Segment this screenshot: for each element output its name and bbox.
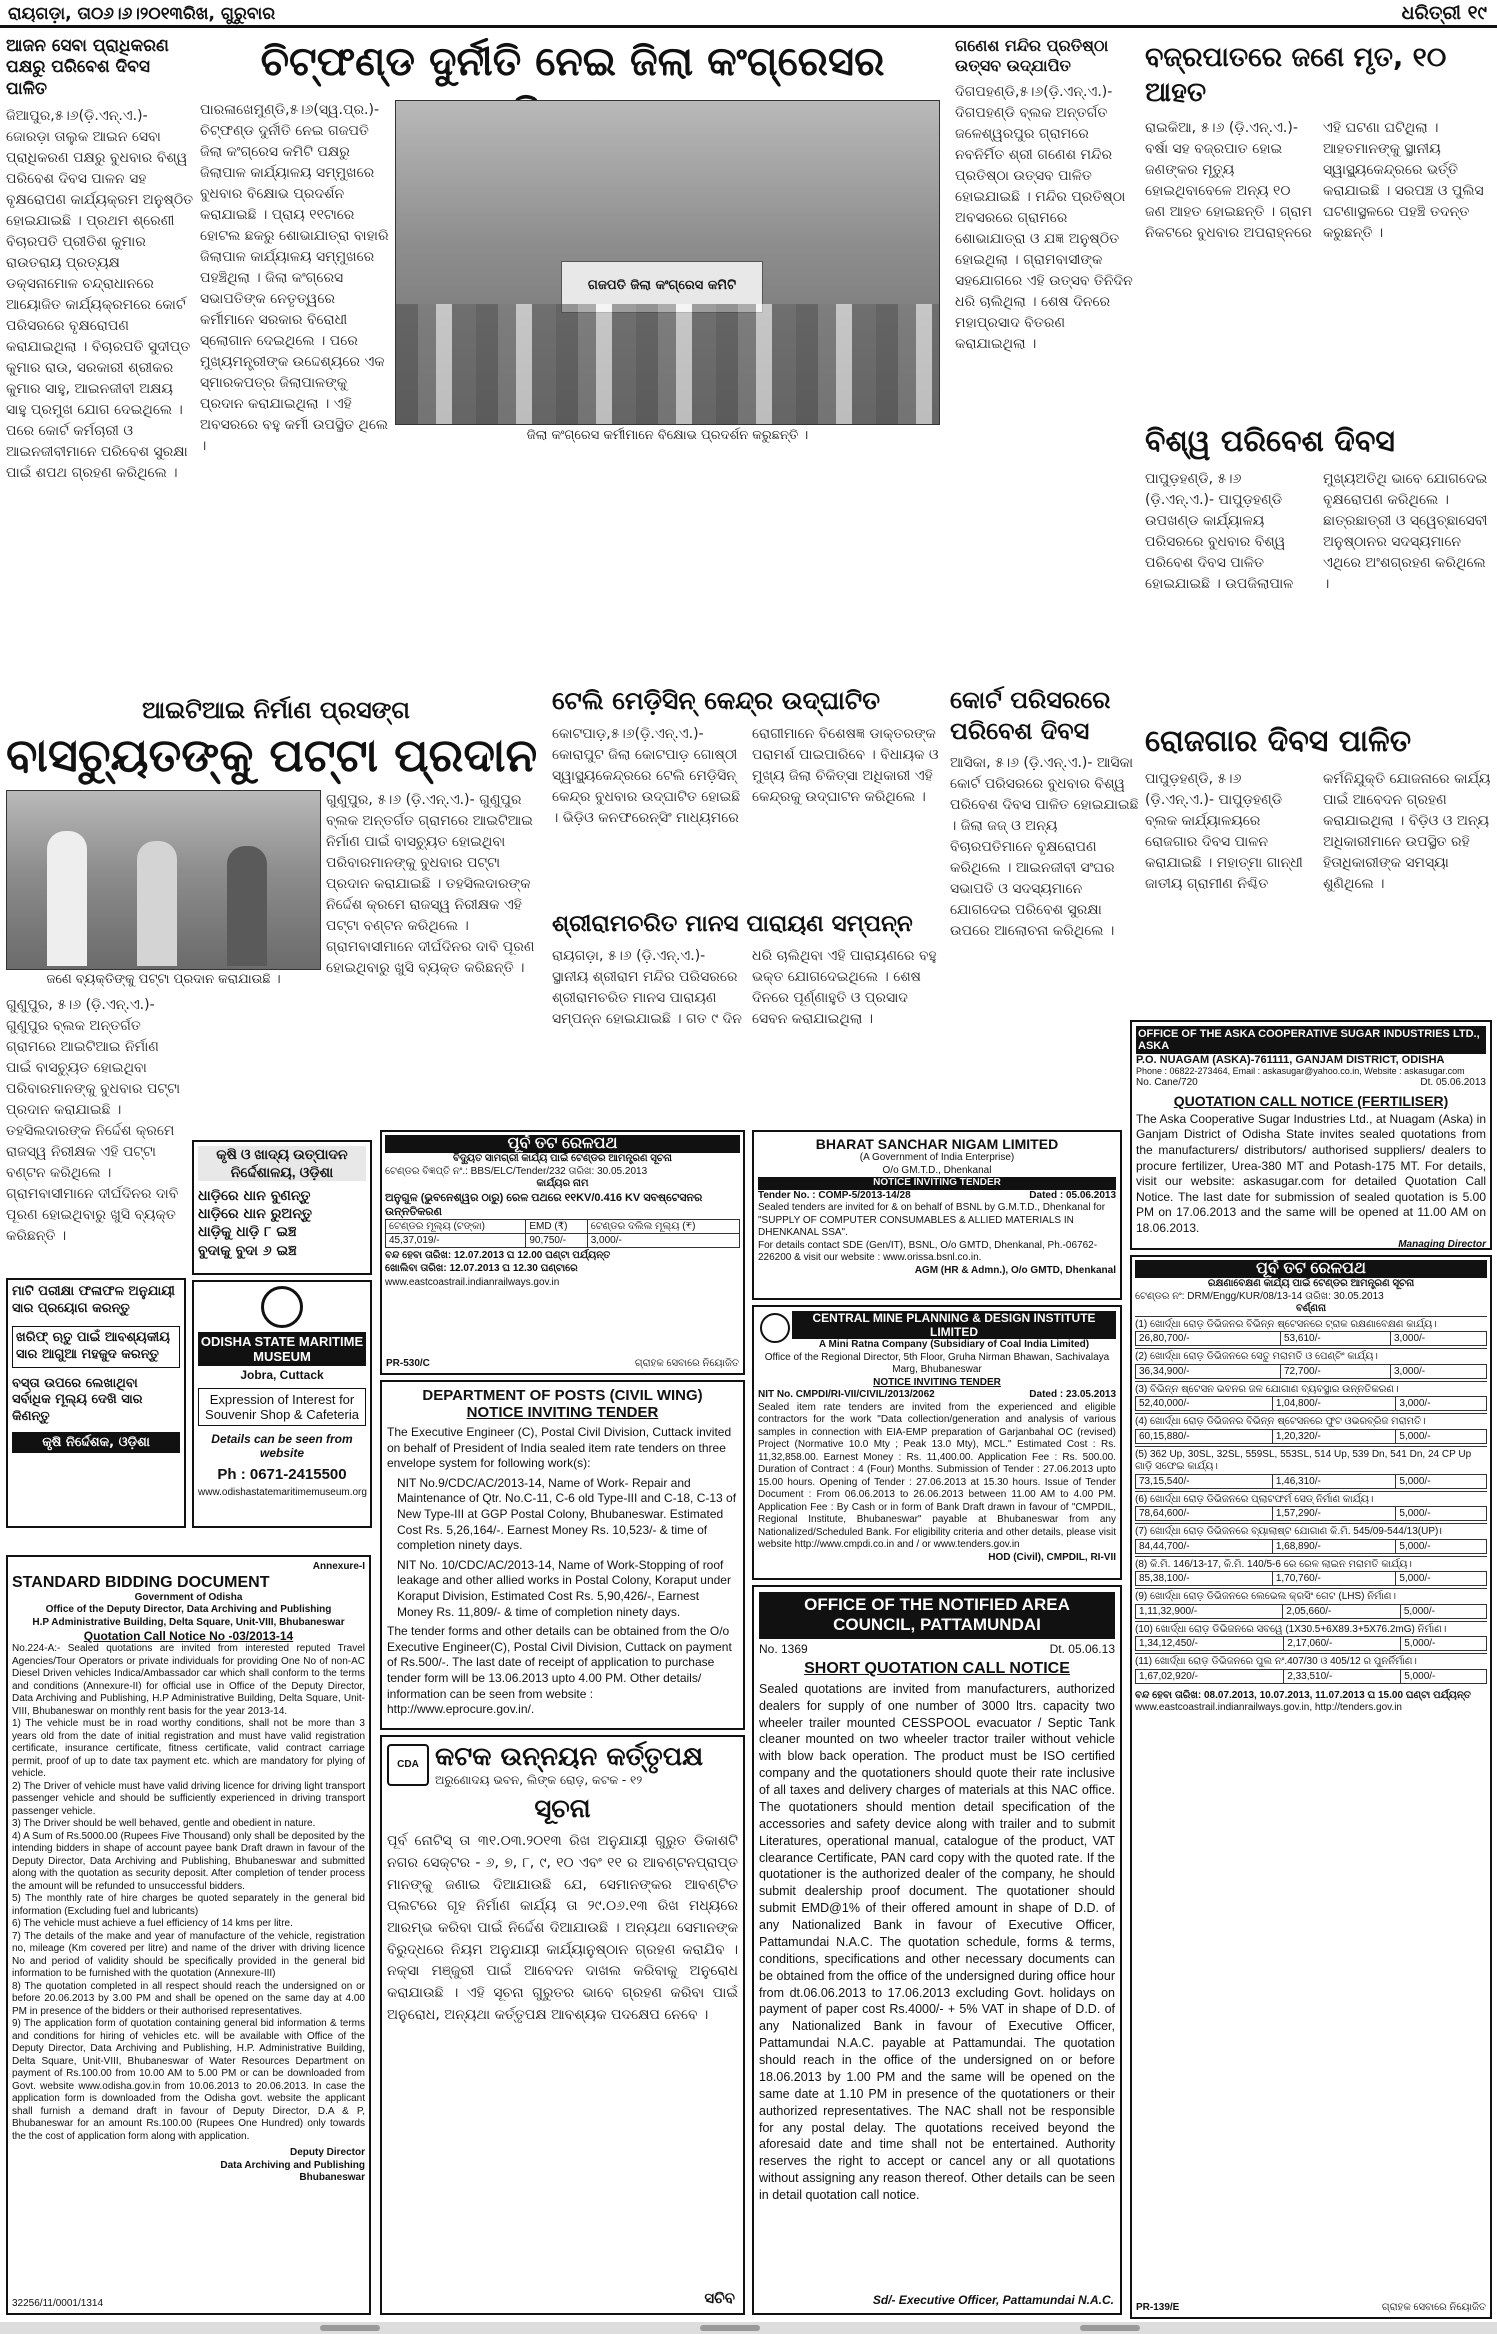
story-body: ପାପୁଡ଼ହଣ୍ଡି, ୫।୬ (ଡ଼ି.ଏନ୍.ଏ.)- ପାପୁଡ଼ହଣ୍ଡି ବ୍ଲକ କାର୍ଯ୍ୟାଳୟରେ ରୋଜଗାର ଦିବସ ପାଳନ କରାଯାଇଛି । ମହାତ୍ମା ଗାନ୍ଧୀ ଜାତୀୟ ଗ୍ରାମୀଣ ନିଶ୍ଚିତ କର୍ମନିଯୁକ୍ତି ଯୋଜନାରେ କାର୍ଯ୍ୟ ପାଇଁ ଆବେଦନ ଗ୍ରହଣ କରାଯାଇଥିଲା । ବିଡ଼ିଓ ଓ ଅନ୍ୟ ଅଧିକାରୀମାନେ ଉପସ୍ଥିତ ରହି ହିତାଧିକାରୀଙ୍କ ସମସ୍ୟା ଶୁଣିଥିଲେ । — [1145, 771, 1491, 892]
ad-signatory: Managing Director — [1398, 1238, 1486, 1250]
col-head: ଟେଣ୍ଡର ଦଲିଲ ମୂଲ୍ୟ (₹) — [587, 1220, 739, 1234]
story-headline: ଆଜନ ସେବା ପ୍ରାଧିକରଣ ପକ୍ଷରୁ ପରିବେଶ ଦିବସ ପାଳିତ — [6, 36, 169, 99]
ad-item: NIT No.9/CDC/AC/2013-14, Name of Work- Repair and Maintenance of Qtr. No.C-11, C-6 old Type-III and C-18, C-13 of New Type-III at GGP Postal Colony, Bhubaneswar. Estimated Cost Rs. 5,26,164/-. Earnest Money Rs. 10,523/- & time of completion ninety days. — [397, 1475, 737, 1553]
ad-ref-no: No. Cane/720 — [1136, 1077, 1198, 1089]
ad-address: ଅରୁଣୋଦୟ ଭବନ, ଲିଙ୍କ ରୋଡ଼, କଟକ - ୧୨ — [435, 1773, 643, 1788]
cell: 3,000/- — [1390, 1364, 1486, 1378]
ad-title: STANDARD BIDDING DOCUMENT — [12, 1573, 270, 1591]
ad-item-costs — [1135, 1331, 1487, 1346]
ad-title: କୃଷି ଓ ଖାଦ୍ୟ ଉତ୍ପାଦନ ନିର୍ଦ୍ଦେଶାଳୟ, ଓଡ଼ିଶା — [198, 1146, 366, 1181]
story-body: ଜିଆପୁର,୫।୬(ଡ଼ି.ଏନ୍.ଏ.)- ଜୋରଡ଼ା ତାଲୁକ ଆଇନ ସେବା ପ୍ରାଧିକରଣ ପକ୍ଷରୁ ବୁଧବାର ବିଶ୍ୱ ପରିବେଶ ଦିବସ ପାଳନ ସହ ବୃକ୍ଷରୋପଣ କାର୍ଯ୍ୟକ୍ରମ ଅନୁଷ୍ଠିତ ହୋଇଯାଇଛି । ପ୍ରଥମ ଶ୍ରେଣୀ ବିଚାରପତି ପ୍ରୀତିଶ କୁମାର ରାଉତରାୟ ପ୍ରତ୍ୟକ୍ଷ ଡକ୍ସନାମୋଳ ଚନ୍ଦ୍ରାଧାନରେ ଆୟୋଜିତ କାର୍ଯ୍ୟକ୍ରମରେ କୋର୍ଟ ପରିସରରେ ବୃକ୍ଷରୋପଣ କରାଯାଇଥିଲା । ବିଚାରପତି ସୁଦୀପ୍ତ କୁମାର ରାଉ, ସରକାରୀ ଶ୍ରୀକର କୁମାର ସାହୁ, ଆଇନଜୀବୀ ଅକ୍ଷୟ ସାହୁ ପ୍ରମୁଖ ଯୋଗ ଦେଇଥିଲେ । ପରେ କୋର୍ଟ କର୍ମଚାରୀ ଓ ଆଇନଜୀବୀମାନେ ପରିବେଶ ସୁରକ୍ଷା ପାଇଁ ଶପଥ ଗ୍ରହଣ କରିଥିଲେ । — [6, 107, 194, 481]
ad-item-desc: (7) ଖୋର୍ଦ୍ଧା ରୋଡ଼ ଡିଭିଜନରେ ବ୍ୟାଲାଷ୍ଟ ଯୋଗାଣ କି.ମି. 545/09-544/13(UP)। — [1135, 1526, 1443, 1537]
story-body-col-1: ଗୁଣୁପୁର, ୫।୬ (ଡ଼ି.ଏନ୍.ଏ.)- ଗୁଣୁପୁର ବ୍ଲକ ଅନ୍ତର୍ଗତ ଗ୍ରାମରେ ଆଇଟିଆଇ ନିର୍ମାଣ ପାଇଁ ବାସଚ୍ୟୁତ ହୋଇଥିବା ପରିବାରମାନଙ୍କୁ ବୁଧବାର ପଟ୍ଟା ପ୍ରଦାନ କରାଯାଇଛି । ତହସିଲଦାରଙ୍କ ନିର୍ଦ୍ଦେଶ କ୍ରମେ ରାଜସ୍ୱ ନିରୀକ୍ଷକ ଏହି ପଟ୍ଟା ବଣ୍ଟନ କରିଥିଲେ । ଗ୍ରାମବାସୀମାନେ ଦୀର୍ଘଦିନର ଦାବି ପୂରଣ ହୋଇଥିବାରୁ ଖୁସି ବ୍ୟକ୍ତ କରିଛନ୍ତି । — [326, 792, 535, 976]
story-body: ପାପୁଡ଼ହଣ୍ଡି, ୫।୬ (ଡ଼ି.ଏନ୍.ଏ.)- ପାପୁଡ଼ହଣ୍ଡି ଉପଖଣ୍ଡ କାର୍ଯ୍ୟାଳୟ ପରିସରରେ ବୁଧବାର ବିଶ୍ୱ ପରିବେଶ ଦିବସ ପାଳିତ ହୋଇଯାଇଛି । ଉପଜିଲାପାଳ ମୁଖ୍ୟଅତିଥି ଭାବେ ଯୋଗଦେଇ ବୃକ୍ଷରୋପଣ କରିଥିଲେ । ଛାତ୍ରଛାତ୍ରୀ ଓ ସ୍ୱେଚ୍ଛାସେବୀ ଅନୁଷ୍ଠାନର ସଦସ୍ୟମାନେ ଏଥିରେ ଅଂଶଗ୍ରହଣ କରିଥିଲେ । — [1145, 471, 1488, 592]
ad-item — [1135, 1413, 1487, 1446]
ad-point: 1) The vehicle must be in road worthy conditions, shall not be more than 3 years old from the date of initial registration and must have valid registration certificate, insurance certificate, fitness certificate, valid contract carriage permit, proof of up to date tax payment etc. which are mandatory for plying of vehicle. — [12, 1718, 365, 1779]
ad-item-costs — [1135, 1539, 1487, 1554]
ad-item-desc: (9) ଖୋର୍ଦ୍ଧା ରୋଡ଼ ଡିଭିଜନରେ ଲେଭେଲ କ୍ରସିଂ ଗେଟ (LHS) ନିର୍ମାଣ। — [1135, 1591, 1396, 1602]
ad-items-list — [1135, 1316, 1487, 1686]
ad-table-head: ବର୍ଣ୍ଣନା — [1296, 1303, 1326, 1314]
ad-item-costs — [1135, 1571, 1487, 1586]
ad-tender-no: Tender No. : COMP-5/2013-14/28 — [758, 1189, 911, 1201]
ad-item-desc: (6) ଖୋର୍ଦ୍ଧା ରୋଡ଼ ଡିଭିଜନରେ ପ୍ଲାଟଫର୍ମ ସେଡ୍ ନିର୍ମାଣ କାର୍ଯ୍ୟ। — [1135, 1493, 1374, 1505]
ad-item-costs — [1135, 1364, 1487, 1379]
ad-east-coast-railway-2 — [1130, 1255, 1492, 2319]
ad-code: 32256/11/0001/1314 — [12, 2297, 104, 2309]
banner-text: ଗଜପତି ଜିଲା କଂଗ୍ରେସ କମିଟି — [587, 278, 737, 293]
ad-office: O/o GM.T.D., Dhenkanal — [882, 1164, 992, 1176]
ad-title: DEPARTMENT OF POSTS (CIVIL WING) — [422, 1387, 703, 1404]
ad-notice: Quotation Call Notice No -03/2013-14 — [83, 1629, 294, 1643]
story-headline: କୋର୍ଟ ପରିସରରେ ପରିବେଶ ଦିବସ — [950, 686, 1111, 746]
story-body: ଆସିକା, ୫।୬ (ଡ଼ି.ଏନ୍.ଏ.)- ଆସିକା କୋର୍ଟ ପରିସରରେ ବୁଧବାର ବିଶ୍ୱ ପରିବେଶ ଦିବସ ପାଳିତ ହୋଇଯାଇଛି । ଜିଲା ଜଜ୍ ଓ ଅନ୍ୟ ବିଚାରପତିମାନେ ବୃକ୍ଷରୋପଣ କରିଥିଲେ । ଆଇନଜୀବୀ ସଂଘର ସଭାପତି ଓ ସଦସ୍ୟମାନେ ଯୋଗଦେଇ ପରିବେଶ ସୁରକ୍ଷା ଉପରେ ଆଲୋଚନା କରିଥିଲେ । — [950, 755, 1139, 940]
museum-eoi: Expression of Interest for Souvenir Shop & Cafeteria — [198, 1388, 366, 1426]
cell: 5,000/- — [1401, 1669, 1487, 1683]
ad-notice: QUOTATION CALL NOTICE (FERTILISER) — [1173, 1092, 1449, 1109]
ad-nit-no: NIT No. CMPDI/RI-VII/CIVIL/2013/2062 — [758, 1389, 935, 1400]
cell: 5,000/- — [1396, 1507, 1487, 1521]
ad-point: 4) A Sum of Rs.5000.00 (Rupees Five Thousand) only shall be deposited by the intending bidders in shape of account payee bank Draft drawn in favour of the Deputy Director, Data Archiving and Publishing, Bhubaneswar and submitted along with the quotation as security deposit. After completion of tender process the amount will be refunded to unsuccessful bidders. — [12, 1830, 365, 1892]
cell: 1,04,800/- — [1272, 1397, 1396, 1411]
story-chitfund-body — [200, 100, 390, 690]
ad-subtitle: ରକ୍ଷଣାବେକ୍ଷଣ କାର୍ଯ୍ୟ ପାଇଁ ଟେଣ୍ଡର ଆମନ୍ତ୍ରଣ ସୂଚନା — [1207, 1278, 1415, 1289]
ad-date: Dt. 05.06.13 — [1049, 1641, 1115, 1656]
ad-item-desc: (8) କି.ମି. 146/13-17, କି.ମି. 140/5-6 ରେ ରେଳ ଲାଇନ ମରାମତି କାର୍ଯ୍ୟ। — [1135, 1558, 1412, 1570]
ad-ref-row — [758, 1389, 1116, 1402]
ad-item-costs — [1135, 1604, 1487, 1619]
cell: 5,000/- — [1396, 1572, 1487, 1586]
ad-item — [1135, 1348, 1487, 1381]
ad-ref-no: No. 1369 — [759, 1641, 808, 1656]
ad-item — [1135, 1523, 1487, 1556]
ad-point: 8) The quotation completed in all respect should reach the undersigned on or before 20.06.2013 by 3.00 PM and shall be opened on the same day at 4.00 PM in presence of the bidders or their authorised representatives. — [12, 1980, 365, 2017]
story-ramcharit — [552, 910, 942, 1120]
cell: 1,68,890/- — [1272, 1539, 1396, 1553]
ad-soil-test: ମାଟି ପରୀକ୍ଷା ଫଳାଫଳ ଅନୁଯାୟୀ ସାର ପ୍ରୟୋଗ କରନ୍ତୁ — [12, 1284, 175, 1316]
ad-item — [1135, 1621, 1487, 1654]
cell: 5,000/- — [1396, 1474, 1487, 1488]
person-shape — [137, 841, 177, 966]
ad-item-desc: (10) ଖୋର୍ଦ୍ଧା ରୋଡ଼ ଡିଭିଜନରେ ସବୱେ (1X30.5+6X89.3+5X76.2mG) ନିର୍ମାଣ। — [1135, 1623, 1447, 1635]
ad-item — [1135, 1446, 1487, 1491]
ad-standard-bidding — [6, 1555, 371, 2315]
ad-date: Dated : 23.05.2013 — [1029, 1389, 1116, 1400]
ad-work-head: କାର୍ଯ୍ୟର ନାମ — [536, 1178, 589, 1189]
story-body: ରାୟଗଡ଼ା, ୫।୬ (ଡ଼ି.ଏନ୍.ଏ.)- ସ୍ଥାନୀୟ ଶ୍ରୀରାମ ମନ୍ଦିର ପରିସରରେ ଶ୍ରୀରାମଚରିତ ମାନସ ପାରାୟଣ ସମ୍ପନ୍ନ ହୋଇଯାଇଛି । ଗତ ୯ ଦିନ ଧରି ଚାଲିଥିବା ଏହି ପାରାୟଣରେ ବହୁ ଭକ୍ତ ଯୋଗଦେଇଥିଲେ । ଶେଷ ଦିନରେ ପୂର୍ଣ୍ଣାହୁତି ଓ ପ୍ରସାଦ ସେବନ କରାଯାଇଥିଲା । — [552, 947, 937, 1027]
cell: 52,40,000/- — [1136, 1397, 1273, 1411]
ad-bsnl — [752, 1130, 1122, 1300]
ad-website-link[interactable]: www.eastcoastrail.indianrailways.gov.in, http://tenders.gov.in — [1135, 1702, 1402, 1713]
cmpdi-logo-icon — [760, 1313, 790, 1343]
story-telemedicine — [552, 685, 942, 905]
strip-mark — [700, 2325, 760, 2331]
cell: 85,38,100/- — [1136, 1572, 1273, 1586]
cell: 1,57,290/- — [1272, 1507, 1396, 1521]
story-body-col-2: ଗୁଣୁପୁର, ୫।୬ (ଡ଼ି.ଏନ୍.ଏ.)- ଗୁଣୁପୁର ବ୍ଲକ ଅନ୍ତର୍ଗତ ଗ୍ରାମରେ ଆଇଟିଆଇ ନିର୍ମାଣ ପାଇଁ ବାସଚ୍ୟୁତ ହୋଇଥିବା ପରିବାରମାନଙ୍କୁ ବୁଧବାର ପଟ୍ଟା ପ୍ରଦାନ କରାଯାଇଛି । ତହସିଲଦାରଙ୍କ ନିର୍ଦ୍ଦେଶ କ୍ରମେ ରାଜସ୍ୱ ନିରୀକ୍ଷକ ଏହି ପଟ୍ଟା ବଣ୍ଟନ କରିଥିଲେ । ଗ୍ରାମବାସୀମାନେ ଦୀର୍ଘଦିନର ଦାବି ପୂରଣ ହୋଇଥିବାରୁ ଖୁସି ବ୍ୟକ୍ତ କରିଛନ୍ତି । — [6, 997, 181, 1244]
ad-notice: NOTICE INVITING TENDER — [466, 1404, 659, 1421]
ad-cmpdi — [752, 1305, 1122, 1580]
ad-item-desc: (1) ଖୋର୍ଦ୍ଧା ରୋଡ଼ ଡିଭିଜନର ବିଭିନ୍ନ ଷ୍ଟେସନରେ ଟ୍ରାକ ରକ୍ଷଣାବେକ୍ଷଣ କାର୍ଯ୍ୟ। — [1135, 1318, 1437, 1330]
ad-address: P.O. NUAGAM (ASKA)-761111, GANJAM DISTRICT, ODISHA — [1136, 1054, 1445, 1066]
cell: 1,34,12,450/- — [1136, 1637, 1284, 1651]
ad-bag-price: ବସ୍ତା ଉପରେ ଲେଖାଥିବା ସର୍ବାଧିକ ମୂଲ୍ୟ ଦେଖି ସାର କିଣନ୍ତୁ — [12, 1375, 143, 1425]
dateline: ରାୟଗଡ଼ା, ତା୦୬।୬।୨୦୧୩ରିଖ, ଗୁରୁବାର — [8, 4, 276, 24]
cell: 1,20,320/- — [1272, 1429, 1396, 1443]
strip-mark — [1080, 2325, 1140, 2331]
ad-body: ପୂର୍ବ ନୋଟିସ୍ ତା ୩୧.୦୩.୨୦୧୩ ରିଖ ଅନୁଯାୟୀ ଗୁରୁତ ଡିକାଶଟି ନଗର ସେକ୍ଟର - ୬, ୭, ୮, ୯, ୧୦ ଏବଂ ୧୧ ର ଆବଣ୍ଟନପ୍ରାପ୍ତ ମାନଙ୍କୁ ଜଣାଇ ଦିଆଯାଉଛି ଯେ, ସେମାନଙ୍କର ଆବଣ୍ଟିତ ପ୍ଲଟରେ ଗୃହ ନିର୍ମାଣ କାର୍ଯ୍ୟ ତା ୨୯.୦୬.୧୩ ରିଖ ମଧ୍ୟରେ ଆରମ୍ଭ କରିବା ପାଇଁ ନିର୍ଦ୍ଦେଶ ଦିଆଯାଉଛି । ଅନ୍ୟଥା ସେମାନଙ୍କ ବିରୁଦ୍ଧରେ ନିୟମ ଅନୁଯାୟୀ କାର୍ଯ୍ୟାନୁଷ୍ଠାନ ଗ୍ରହଣ କରାଯିବ । ନକ୍ସା ମଞ୍ଜୁରୀ ପାଇଁ ଆବେଦନ ଦାଖଲ କରିବାକୁ ଅନୁରୋଧ କରାଯାଉଛି । ଏହି ସୂଚନା ଗୁରୁତର ଭାବେ ଗ୍ରହଣ କରିବା ପାଇଁ ଅନୁରୋଧ, ଅନ୍ୟଥା କର୍ତ୍ତୃପକ୍ଷ ଆବଶ୍ୟକ ପଦକ୍ଷେପ ନେବେ । — [387, 1833, 738, 2023]
ad-notice: ସୂଚନା — [534, 1794, 591, 1825]
cell: 84,44,700/- — [1136, 1539, 1273, 1553]
ad-office: Office of the Deputy Director, Data Archiving and Publishing — [45, 1604, 332, 1615]
cell: 5,000/- — [1396, 1429, 1487, 1443]
ad-line: ଧାଡ଼ିରେ ଧାନ ରୁଅନ୍ତୁ — [198, 1206, 313, 1223]
ad-ref-row — [759, 1642, 1115, 1657]
ad-line: ବୁଦାକୁ ବୁଦା ୬ ଇଞ୍ଚ — [198, 1242, 297, 1259]
ad-signatory: HOD (Civil), CMPDIL, RI-VII — [988, 1551, 1116, 1563]
ad-aska-sugar — [1130, 1020, 1492, 1250]
story-headline: ବଜ୍ରପାତରେ ଜଣେ ମୃତ, ୧୦ ଆହତ — [1145, 42, 1447, 109]
ad-item-desc: (3) ବିଭିନ୍ନ ଷ୍ଟେସନ ଭବନର ଜଳ ଯୋଗାଣ ବ୍ୟବସ୍ଥାର ଉନ୍ନତିକରଣ। — [1135, 1383, 1399, 1395]
ad-item-costs — [1135, 1506, 1487, 1521]
story-body: କୋଟପାଡ଼,୫।୬(ଡ଼ି.ଏନ୍.ଏ.)- କୋରାପୁଟ ଜିଲା କୋଟପାଡ଼ ଗୋଷ୍ଠୀ ସ୍ୱାସ୍ଥ୍ୟକେନ୍ଦ୍ରରେ ଟେଲି ମେଡ଼ିସିନ୍ କେନ୍ଦ୍ର ବୁଧବାର ଉଦ୍‌ଘାଟିତ ହୋଇଛି । ଭିଡ଼ିଓ କନଫରେନ୍ସିଂ ମାଧ୍ୟମରେ ରୋଗୀମାନେ ବିଶେଷଜ୍ଞ ଡାକ୍ତରଙ୍କ ପରାମର୍ଶ ପାଇପାରିବେ । ବିଧାୟକ ଓ ମୁଖ୍ୟ ଜିଲା ଚିକିତ୍ସା ଅଧିକାରୀ ଏହି କେନ୍ଦ୍ରକୁ ଉଦ୍‌ଘାଟନ କରିଥିଲେ । — [552, 725, 939, 826]
cell: 1,67,02,920/- — [1136, 1669, 1284, 1683]
story-body: ପାରଳାଖେମୁଣ୍ଡି,୫।୬(ସ୍ୱ.ପ୍ର.)- ଚିଟ୍‌ଫଣ୍ଡ ଦୁର୍ନୀତି ନେଇ ଗଜପତି ଜିଲା କଂଗ୍ରେସ କମିଟି ପକ୍ଷରୁ ଜିଲାପାଳ କାର୍ଯ୍ୟାଳୟ ସମ୍ମୁଖରେ ବୁଧବାର ବିକ୍ଷୋଭ ପ୍ରଦର୍ଶନ କରାଯାଇଛି । ପ୍ରାୟ ୧୧ଟାରେ ହୋଟଲ ଛକରୁ ଶୋଭାଯାତ୍ରା ବାହାରି ଜିଲାପାଳ କାର୍ଯ୍ୟାଳୟ ସମ୍ମୁଖରେ ପହଞ୍ଚିଥିଲା । ଜିଲା କଂଗ୍ରେସ ସଭାପତିଙ୍କ ନେତୃତ୍ୱରେ କର୍ମୀମାନେ ସରକାର ବିରୋଧୀ ସ୍ଲୋଗାନ ଦେଇଥିଲେ । ପରେ ମୁଖ୍ୟମନ୍ତ୍ରୀଙ୍କ ଉଦ୍ଦେଶ୍ୟରେ ଏକ ସ୍ମାରକପତ୍ର ଜିଲାପାଳଙ୍କୁ ପ୍ରଦାନ କରାଯାଇଥିଲା । ଏହି ଅବସରରେ ବହୁ କର୍ମୀ ଉପସ୍ଥିତ ଥିଲେ । — [200, 102, 389, 454]
masthead-page-number: ଧରିତ୍ରୀ ୧୯ — [1401, 2, 1487, 24]
ad-item-costs — [1135, 1429, 1487, 1444]
ad-contact: Phone : 06822-273464, Email : askasugar@yahoo.co.in, Website : askasugar.com — [1136, 1066, 1465, 1076]
cell: 90,750/- — [526, 1234, 587, 1248]
page-header — [0, 0, 1497, 28]
ad-signatory: AGM (HR & Admn.), O/o GMTD, Dhenkanal — [914, 1264, 1116, 1276]
ad-gov: Government of Odisha — [134, 1591, 243, 1603]
ad-point: 9) The application form of quotation containing general bid information & terms and conditions for hiring of vehicles etc. will be available with Office of the Deputy Director, Data Archiving and Publishing, H.P. Administrative Building, Delta Square, Unit-VIII, Bhubaneswar of Water Resources Department on payment of Rs.100.00 from 10.00 AM to 5.00 PM or can be downloaded from Govt. website www.odisha.gov.in from 10.06.2013 to 20.06.2013. In case the application form is downloaded from the Odisha govt. website the applicant shall furnish a demand draft in favour of Deputy Director, D.A & P, Bhubaneswar for an amount Rs.100.00 (Rupees One Hundred) only towards the the cost of application form along with application. — [12, 2018, 365, 2142]
ad-notice: NOTICE INVITING TENDER — [758, 1177, 1116, 1190]
ad-title: OFFICE OF THE NOTIFIED AREA COUNCIL, PATTAMUNDAI — [759, 1592, 1115, 1639]
ad-item-costs — [1135, 1669, 1487, 1684]
story-body: ରାଇକିଆ, ୫।୬ (ଡ଼ି.ଏନ୍.ଏ.)- ବର୍ଷା ସହ ବଜ୍ରପାତ ହୋଇ ଜଣଙ୍କର ମୃତ୍ୟୁ ହୋଇଥିବାବେଳେ ଅନ୍ୟ ୧୦ ଜଣ ଆହତ ହୋଇଛନ୍ତି । ଗ୍ରାମ ନିକଟରେ ବୁଧବାର ଅପରାହ୍ନରେ ଏହି ଘଟଣା ଘଟିଥିଲା । ଆହତମାନଙ୍କୁ ସ୍ଥାନୀୟ ସ୍ୱାସ୍ଥ୍ୟକେନ୍ଦ୍ରରେ ଭର୍ତ୍ତି କରାଯାଇଛି । ସରପଞ୍ଚ ଓ ପୁଲିସ ଘଟଣାସ୍ଥଳରେ ପହଞ୍ଚି ତଦନ୍ତ କରୁଛନ୍ତି । — [1145, 120, 1484, 242]
cell: 5,000/- — [1400, 1604, 1486, 1618]
ad-body: Sealed item rate tenders are invited from the experienced and eligible contractors for the work "Data collection/generation and analysis of various samples in connection with EIA-EMP preparation of Garjanbahal OC (revised) Project (Normative 10.0 Mty ; Peak 13.0 Mty), MCL." Estimated Cost : Rs. 11,32,858.00. Earnest Money : Rs. 11,400.00. Application Fee : Rs. 500.00. Duration of Contract : 4 (Four) Months. Submission of Tender : 27.06.2013 upto 15.00 hours. Opening of Tender : 27.06.2013 at 15.30 hours. Issue of Tender Document : From 06.06.2013 to 26.06.2013 between 11.00 AM to 4.00 PM. Application Fee : By Cash or in form of Bank Draft drawn in favour of "CMPDIL, Regional Institute, Bhubaneswar" payable at Bhubaneswar from any Nationalized/Scheduled Bank. For eligibility criteria and other details, please visit website http://www.cmpdi.co.in and / or www.tenders.gov.in — [758, 1401, 1116, 1550]
ad-cuttack-development-authority — [380, 1735, 745, 2315]
ad-sign-title: Deputy Director — [289, 2147, 365, 2158]
ad-body: The Aska Cooperative Sugar Industries Ltd., at Nuagam (Aska) in Ganjam District of Odisha State invites sealed quotations from the manufacturers/ distributors/ authorised suppliers/ dealers to procure fertilizer, Urea-380 MT and Potash-175 MT. For details, visit our website: askasugar.com for detailed Quotation Call Notice. The last date for submission of sealed quotation is 5.00 PM on 17.06.2013 and the same will be opened at 11.00 AM on 18.06.2013. — [1136, 1111, 1486, 1235]
ad-point: 6) The vehicle must achieve a fuel efficiency of 14 kms per litre. — [12, 1918, 293, 1929]
ad-ref-row — [1136, 1077, 1486, 1090]
ad-outro: The tender forms and other details can be obtained from the O/o Executive Engineer(C), Postal Civil Division, Cuttack on payment of Rs.500/-. The last date of receipt of application to purchase tender form will be 13.06.2013 upto 4.00 PM. Other details/ information can be seen from website : http://www.eprocure.gov.in/. — [387, 1624, 732, 1717]
story-environment-day — [1145, 422, 1491, 712]
photo-caption: ଜଣେ ବ୍ୟକ୍ତିଙ୍କୁ ପଟ୍ଟା ପ୍ରଦାନ କରାଯାଉଛି । — [46, 972, 281, 987]
ad-signatory: Sd/- Executive Officer, Pattamundai N.A.C. — [872, 2293, 1114, 2307]
story-headline: ବିଶ୍ୱ ପରିବେଶ ଦିବସ — [1145, 424, 1395, 459]
story-headline: ବାସଚ୍ୟୁତଙ୍କୁ ପଟ୍ଟା ପ୍ରଦାନ — [6, 728, 538, 783]
cell: 1,70,760/- — [1272, 1572, 1396, 1586]
ad-line: ଧାଡ଼ିରେ ଧାନ ବୁଣନ୍ତୁ — [198, 1188, 311, 1204]
ad-subtitle: A Mini Ratna Company (Subsidiary of Coal India Limited) — [818, 1339, 1090, 1350]
ad-code: PR-530/C — [386, 1357, 430, 1369]
ad-maritime-museum — [192, 1280, 372, 1528]
cell: 3,000/- — [1390, 1332, 1486, 1346]
ad-tender-no: ଟେଣ୍ଡର ବିଜ୍ଞପ୍ତି ନଂ.: BBS/ELC/Tender/232 ତାରିଖ: 30.05.2013 — [385, 1165, 648, 1177]
ad-item — [1135, 1381, 1487, 1414]
ad-body: No.224-A:- Sealed quotations are invited from interested reputed Travel Agencies/Tour Operators or private individuals for providing One No of non-AC Diesel Driven vehicles Indica/Ambassador car which shall conform to the terms and conditions (Annexure-II) for official use in Office of the Deputy Director, Data Archiving and Publishing, H.P Administrative Building, Delta Square, Unit-VIII, Bhubaneswar on monthly rent basis for the year 2013-14. — [12, 1643, 365, 1717]
page-bottom-strip — [0, 2322, 1497, 2334]
ad-subtitle: ବିଦ୍ୟୁତ ସାମଗ୍ରୀ କାର୍ଯ୍ୟ ପାଇଁ ଟେଣ୍ଡର ଆମନ୍ତ୍ରଣ ସୂଚନା — [453, 1153, 672, 1164]
ad-tagline: ଗ୍ରାହକ ସେବାରେ ନିୟୋଜିତ — [1381, 2301, 1486, 2313]
ad-item-costs — [1135, 1474, 1487, 1489]
ad-office: Office of the Regional Director, 5th Floor, Gruha Nirman Bhawan, Sachivalaya Marg, Bhubaneswar — [764, 1351, 1110, 1375]
story-headline: ଗଣେଶ ମନ୍ଦିର ପ୍ରତିଷ୍ଠା ଉତ୍ସବ ଉଦ୍‌ଯାପିତ — [955, 36, 1109, 75]
story-headline: ଶ୍ରୀରାମଚରିତ ମାନସ ପାରାୟଣ ସମ୍ପନ୍ନ — [552, 911, 913, 937]
museum-logo-icon — [261, 1286, 303, 1328]
cell: 72,700/- — [1281, 1364, 1391, 1378]
ad-body: Sealed quotations are invited from manufacturers, authorized dealers for supply of one number of 3000 ltrs. capacity two wheeler trailer mounted CESSPOOL evacuator / Septic Tank cleaner mounted on two wheeler tractor trailer without vehicle with blow back operation. The product must be ISO certified company and the quotationers should quote their rate inclusive of all taxes and delivery charges of materials at this NAC office. The quotationers should mention detail specification of the accessories and safety device along with trailer and to submit Literatures, operational manual, catalogue of the product, VAT clearance Certificate, PAN card copy with the quoted rate. If the quotationer is the authorized dealer of the company, he should submit dealership proof document. The quotationer should submit EMD@1% of their offered amount in shape of D.D. of any Nationalized Bank in favour of Executive Officer, Pattamundai N.A.C. The quotation schedule, forms & terms, conditions, specifications and other necessary documents can be obtained from the office of the undersigned during office hour from dt.06.06.2013 to 17.06.2013 excluding Govt. holidays on payment of paper cost Rs.4000/- + 5% VAT in shape of D.D. of any Nationalized Bank in favour of Executive Officer, Pattamundai N.A.C. payable at Pattamundai. The quotation should reach in the office of the undersigned on or before 18.06.2013 by 1.00 PM and the same will be opened on the same date at 1.10 PM in presence of the quotationers or their authorized representatives. The NAC shall not be responsible for any postal delay. The quotations received beyond the aforesaid date and time shall not be entertained. Authority reserves the right to accept or cancel any or all quotations without assigning any reason thereof. Other details can be seen in detail quotation call notice. — [759, 1681, 1115, 2203]
ad-work: ଅନୁଗୁଳ (ଭୁବନେଶ୍ୱର ଠାରୁ) ରେଳ ପଥରେ ୧୧KV/0.416 KV ସବଷ୍ଟେସନର ଉନ୍ନତିକରଣ — [385, 1191, 703, 1218]
cell: 73,15,540/- — [1136, 1474, 1273, 1488]
ad-kharif: ଖରିଫ୍ ଋତୁ ପାଇଁ ଆବଶ୍ୟକୀୟ ସାର ଆଗୁଆ ମହଜୁଦ କରନ୍ତୁ — [12, 1326, 180, 1368]
cell: 5,000/- — [1396, 1539, 1487, 1553]
story-headline: ରୋଜଗାର ଦିବସ ପାଳିତ — [1145, 724, 1412, 759]
ad-sign-office: Data Archiving and Publishing — [220, 2159, 365, 2171]
protest-photo — [395, 100, 940, 425]
cell: 2,05,660/- — [1283, 1604, 1401, 1618]
story-body: ଦିଗପହଣ୍ଡି,୫।୬(ଡ଼ି.ଏନ୍.ଏ.)- ଦିଗପହଣ୍ଡି ବ୍ଲକ ଅନ୍ତର୍ଗତ ଜଳେଶ୍ୱରପୁର ଗ୍ରାମରେ ନବନିର୍ମିତ ଶ୍ରୀ ଗଣେଶ ମନ୍ଦିର ପ୍ରତିଷ୍ଠା ଉତ୍ସବ ପାଳିତ ହୋଇଯାଇଛି । ମନ୍ଦିର ପ୍ରତିଷ୍ଠା ଅବସରରେ ଗ୍ରାମରେ ଶୋଭାଯାତ୍ରା ଓ ଯଜ୍ଞ ଅନୁଷ୍ଠିତ ହୋଇଥିଲା । ଗ୍ରାମବାସୀଙ୍କ ସହଯୋଗରେ ଏହି ଉତ୍ସବ ତିନିଦିନ ଧରି ଚାଲିଥିଲା । ଶେଷ ଦିନରେ ମହାପ୍ରସାଦ ବିତରଣ କରାଯାଇଥିଲା । — [955, 84, 1133, 352]
cell: 2,17,060/- — [1284, 1637, 1401, 1651]
ad-point: 2) The Driver of vehicle must have valid driving licence for driving light transport passenger vehicle and should be sufficiently experienced in driving transport passenger vehicle. — [12, 1780, 365, 1817]
ad-title: ପୂର୍ବ ତଟ ରେଳପଥ — [385, 1135, 740, 1153]
strip-mark — [320, 2325, 380, 2331]
ad-close-date: ବନ୍ଦ ହେବା ତାରିଖ: 12.07.2013 ଘ 12.00 ଘଣ୍ଟା ପର୍ଯ୍ୟନ୍ତ — [385, 1250, 611, 1262]
ad-agriculture-fertilizer — [6, 1278, 186, 1528]
ad-title: CENTRAL MINE PLANNING & DESIGN INSTITUTE LIMITED — [792, 1311, 1116, 1339]
ad-item-desc: (2) ଖୋର୍ଦ୍ଧା ରୋଡ଼ ଡିଭିଜନରେ ସେତୁ ମରାମତି ଓ ପେଣ୍ଟିଂ କାର୍ଯ୍ୟ। — [1135, 1351, 1378, 1362]
ad-item-desc: (4) ଖୋର୍ଦ୍ଧା ରୋଡ଼ ଡିଭିଜନର ବିଭିନ୍ନ ଷ୍ଟେସନରେ ଫୁଟ ଓଭରବ୍ରିଜ ମରାମତି। — [1135, 1416, 1426, 1427]
col-head: EMD (₹) — [526, 1220, 587, 1234]
ad-item-desc: (5) 362 Up, 30SL, 32SL, 559SL, 553SL, 514 Up, 539 Dn, 541 Dn, 24 CP Up ଗାଡ଼ି ସଫେଇ କାର୍ଯ୍ୟ। — [1135, 1448, 1472, 1472]
person-shape — [227, 846, 267, 966]
cell: 45,37,019/- — [386, 1234, 526, 1248]
ad-point: 7) The details of the make and year of manufacture of the vehicle, registration no, mileage (Km covered per litre) and name of the driver with driving licence No and period of validity should be specifically provided in the general bid information to be furnished with the quotation (Annexure-III) — [12, 1930, 365, 1979]
museum-website-link[interactable]: www.odishastatemaritimemuseum.org — [198, 1487, 367, 1498]
ad-title: କଟକ ଉନ୍ନୟନ କର୍ତ୍ତୃପକ୍ଷ — [435, 1742, 704, 1772]
cell: 60,15,880/- — [1136, 1429, 1273, 1443]
ad-notice: SHORT QUOTATION CALL NOTICE — [804, 1659, 1070, 1677]
story-employment-day — [1145, 722, 1491, 1017]
ad-code: PR-139/E — [1136, 2301, 1180, 2313]
cell: 1,46,310/- — [1272, 1474, 1396, 1488]
story-headline: ଟେଲି ମେଡ଼ିସିନ୍ କେନ୍ଦ୍ର ଉଦ୍‌ଘାଟିତ — [552, 686, 881, 715]
cell: 36,34,900/- — [1136, 1364, 1281, 1378]
person-shape — [47, 831, 87, 966]
ad-close-date: ବନ୍ଦ ହେବା ତାରିଖ: 08.07.2013, 10.07.2013, 11.07.2013 ଘ 15.00 ଘଣ୍ଟା ପର୍ଯ୍ୟନ୍ତ — [1135, 1689, 1471, 1701]
ad-notice: NOTICE INVITING TENDER — [873, 1376, 1001, 1388]
ad-intro: The Executive Engineer (C), Postal Civil Division, Cuttack invited on behalf of President of India sealed item rate tenders on three envelope system for following work(s): — [387, 1425, 732, 1471]
ad-date: Dated : 05.06.2013 — [1029, 1189, 1116, 1201]
story-ganesh-temple — [955, 36, 1140, 676]
ad-contact: For details contact SDE (Gen/IT), BSNL, O/o GMTD, Dhenkanal, Ph.-06762-226200 & visit our website : www.orissa.bsnl.co.in. — [758, 1239, 1098, 1263]
photo-caption: ଜିଲା କଂଗ୍ରେସ କର୍ମୀମାନେ ବିକ୍ଷୋଭ ପ୍ରଦର୍ଶନ କରୁଛନ୍ତି । — [526, 428, 809, 443]
ad-item-costs — [1135, 1636, 1487, 1651]
cell: 2,33,510/- — [1284, 1669, 1401, 1683]
story-court-environment — [950, 685, 1140, 1115]
col-head: ଟେଣ୍ଡର ମୂଲ୍ୟ (ଟଙ୍କା) — [386, 1220, 526, 1234]
ad-title: BHARAT SANCHAR NIGAM LIMITED — [815, 1136, 1059, 1152]
patta-photo — [6, 790, 321, 970]
ad-website-link[interactable]: www.eastcoastrail.indianrailways.gov.in — [385, 1277, 560, 1289]
ad-item-costs — [1135, 1396, 1487, 1411]
ad-item — [1135, 1556, 1487, 1589]
story-chitfund-headline-box — [200, 36, 945, 96]
ad-cost-table — [385, 1219, 740, 1248]
ad-subtitle: (A Government of India Enterprise) — [859, 1152, 1015, 1163]
ad-item — [1135, 1316, 1487, 1349]
ad-nac-pattamundai — [752, 1585, 1122, 2315]
ad-tagline: ଗ୍ରାହକ ସେବାରେ ନିୟୋଜିତ — [634, 1357, 739, 1369]
cell: 53,610/- — [1281, 1332, 1391, 1346]
cell: 78,64,600/- — [1136, 1507, 1273, 1521]
ad-agriculture-directorate — [192, 1140, 372, 1275]
ad-footer: କୃଷି ନିର୍ଦ୍ଦେଶକ, ଓଡ଼ିଶା — [12, 1432, 180, 1453]
cell: 3,000/- — [587, 1234, 739, 1248]
museum-details: Details can be seen from website — [211, 1432, 353, 1460]
cda-logo-icon: CDA — [387, 1744, 429, 1786]
museum-name: ODISHA STATE MARITIME MUSEUM — [198, 1332, 366, 1366]
ad-open-date: ଖୋଲିବା ତାରିଖ: 12.07.2013 ଘ 12.30 ଘଣ୍ଟାରେ — [385, 1262, 578, 1274]
ad-point: 5) The monthly rate of hire charges be quoted separately in the general bid information (Excluding fuel and lubricants) — [12, 1893, 365, 1917]
ad-item-desc: (11) ଖୋର୍ଦ୍ଧା ରୋଡ଼ ଡିଭିଜନରେ ପୁଲ ନଂ.407/30 ଓ 405/12 ର ପୁନର୍ନିର୍ମାଣ। — [1135, 1656, 1417, 1667]
ad-item — [1135, 1491, 1487, 1524]
story-headline: ଚିଟ୍‌ଫଣ୍ଡ ଦୁର୍ନୀତି ନେଇ ଜିଲା କଂଗ୍ରେସର — [260, 39, 885, 85]
ad-title: ପୂର୍ବ ତଟ ରେଳପଥ — [1135, 1260, 1487, 1278]
ad-line: ଧାଡ଼ିକୁ ଧାଡ଼ି ୮ ଇଞ୍ଚ — [198, 1224, 297, 1241]
ad-annex: Annexure-I — [312, 1561, 365, 1572]
ad-point: 3) The Driver should be well behaved, gentle and obedient in nature. — [12, 1818, 316, 1829]
ad-address: H.P Administrative Building, Delta Square, Unit-VIII, Bhubaneswar — [32, 1616, 345, 1628]
museum-place: Jobra, Cuttack — [240, 1368, 324, 1382]
cda-header — [387, 1742, 738, 1788]
crowd-shapes — [396, 304, 939, 424]
cell: 5,000/- — [1401, 1637, 1487, 1651]
ad-title: OFFICE OF THE ASKA COOPERATIVE SUGAR INDUSTRIES LTD., ASKA — [1136, 1026, 1486, 1054]
story-kicker: ଆଇଟିଆଇ ନିର୍ମାଣ ପ୍ରସଙ୍ଗ — [142, 696, 410, 724]
ad-points-list — [12, 1718, 365, 2143]
ad-item — [1135, 1588, 1487, 1621]
story-legal-services — [6, 36, 196, 686]
ad-sign-place: Bhubaneswar — [299, 2172, 365, 2183]
story-lightning — [1145, 40, 1491, 410]
cell: 3,000/- — [1396, 1397, 1487, 1411]
ad-east-coast-railway-1 — [380, 1130, 745, 1375]
ad-date: Dt. 05.06.2013 — [1420, 1077, 1486, 1089]
museum-phone: Ph : 0671-2415500 — [217, 1466, 347, 1483]
cell: 1,11,32,900/- — [1136, 1604, 1283, 1618]
ad-item — [1135, 1653, 1487, 1686]
ad-item: NIT No. 10/CDC/AC/2013-14, Name of Work-Stopping of roof leakage and other allied works in Postal Colony, Koraput under Koraput Division, Estimated Cost Rs. 5,90,426/-, Earnest Money Rs. 11,809/- & time of completion ninety days. — [397, 1557, 731, 1619]
ad-ref-row — [758, 1190, 1116, 1203]
ad-signatory: ସଚିବ — [704, 2289, 735, 2307]
ad-tender-no: ଟେଣ୍ଡର ନଂ: DRM/Engg/KUR/08/13-14 ତାରିଖ: 30.05.2013 — [1135, 1290, 1384, 1302]
ad-dept-of-posts — [380, 1380, 745, 1730]
cell: 26,80,700/- — [1136, 1332, 1281, 1346]
ad-body: Sealed tenders are invited for & on behalf of BSNL by G.M.T.D., Dhenkanal for "SUPPLY OF COMPUTER CONSUMABLES & ALLIED MATERIALS IN DHENKANAL SSA". — [758, 1202, 1106, 1238]
